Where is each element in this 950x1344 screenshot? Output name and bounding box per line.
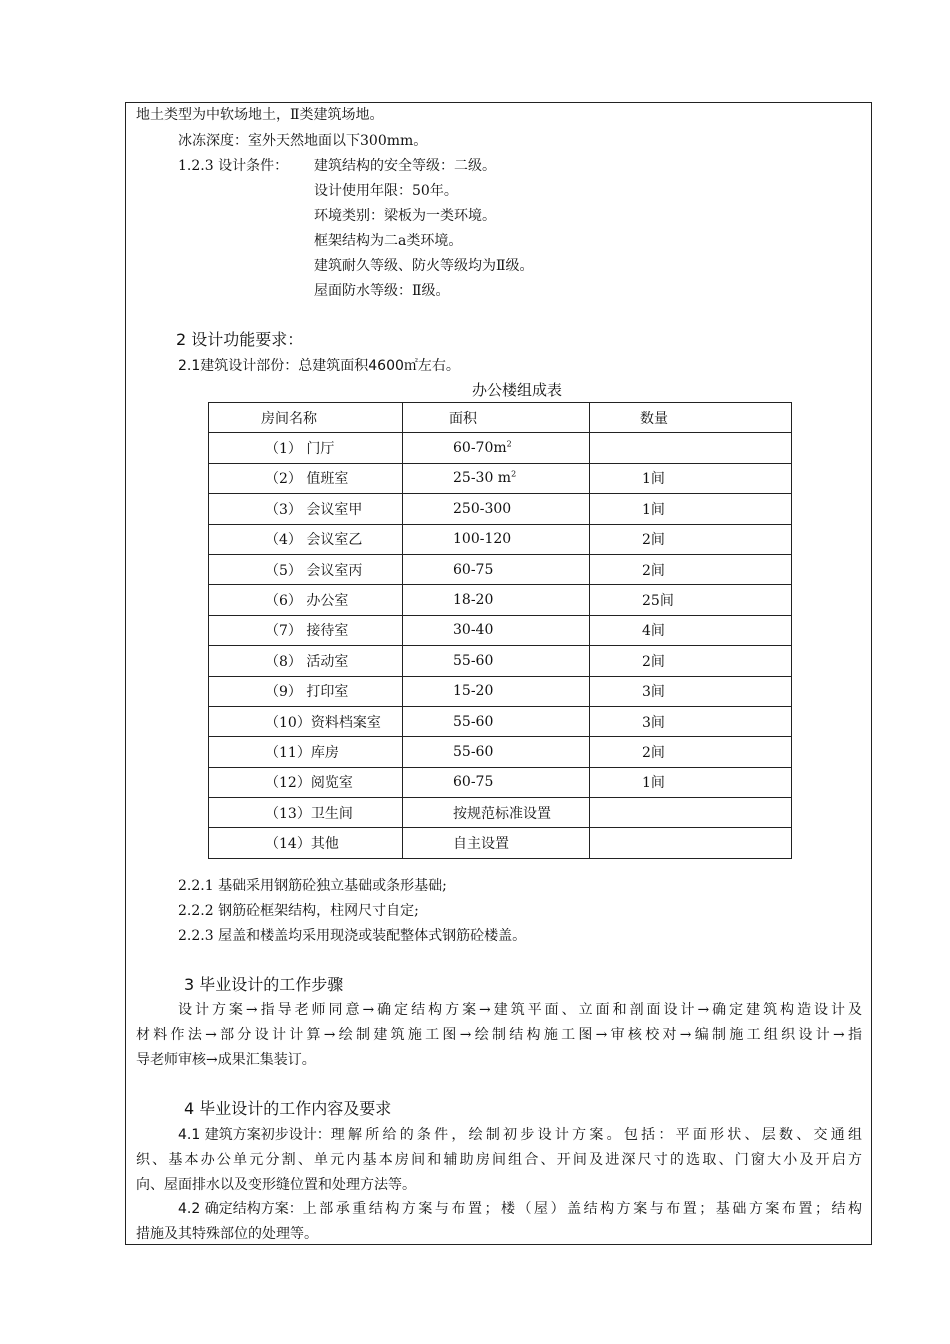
frost-depth-line: 冰冻深度：室外天然地面以下300mm。 [178,133,428,149]
table-row [209,798,792,828]
room-area: 55-60 [403,737,590,767]
room-area [403,433,590,463]
area-unit-exponent: 2 [511,469,517,479]
note-2-2-2: 2.2.2 钢筋砼框架结构，柱网尺寸自定; [178,903,419,919]
room-area: 55-60 [403,706,590,736]
section-3-line-3: 导老师审核→成果汇集装订。 [136,1052,316,1068]
design-condition-3: 环境类别：梁板为一类环境。 [314,208,496,224]
room-count: 2间 [590,646,792,676]
table-header-row [209,403,792,433]
room-count: 3间 [590,706,792,736]
section-4-1-line-3: 向、屋面排水以及变形缝位置和处理方法等。 [136,1177,416,1193]
design-condition-5: 建筑耐久等级、防火等级均为Ⅱ级。 [314,258,534,274]
design-condition-1: 建筑结构的安全等级：二级。 [314,158,496,174]
room-count: 1间 [590,767,792,797]
room-name: （9） 打印室 [209,676,403,706]
note-2-2-3: 2.2.3 屋盖和楼盖均采用现浇或装配整体式钢筋砼楼盖。 [178,928,527,944]
section-4-1-label: 4.1 建筑方案初步设计： [178,1127,331,1143]
room-area: 15-20 [403,676,590,706]
table-caption: 办公楼组成表 [472,381,563,399]
section-4-heading: 4 毕业设计的工作内容及要求 [184,1099,392,1118]
room-name: （11）库房 [209,737,403,767]
table-row [209,585,792,615]
section-4-1-line-2: 织、基本办公单元分割、单元内基本房间和辅助房间组合、开间及进深尺寸的选取、门窗大小及开启方 [136,1152,862,1168]
room-area: 250-300 [403,494,590,524]
area-value: 60-70m [453,440,507,457]
rooms-table [208,402,792,859]
room-name: （14）其他 [209,828,403,858]
table-row [209,706,792,736]
room-name: （2） 值班室 [209,463,403,493]
room-area: 18-20 [403,585,590,615]
room-name: （7） 接待室 [209,615,403,645]
room-name: （3） 会议室甲 [209,494,403,524]
table-row [209,463,792,493]
table-row [209,676,792,706]
section-3-line-1: 设计方案→指导老师同意→确定结构方案→建筑平面、立面和剖面设计→确定建筑构造设计及 [178,1002,862,1018]
section-4-1-text-1: 理解所给的条件，绘制初步设计方案。包括：平面形状、层数、交通组 [330,1127,862,1143]
room-count: 2间 [590,524,792,554]
section-4-2-label: 4.2 确定结构方案： [178,1201,303,1217]
design-conditions-label: 1.2.3 设计条件： [178,158,289,174]
note-2-2-1: 2.2.1 基础采用钢筋砼独立基础或条形基础; [178,878,447,894]
room-count: 1间 [590,463,792,493]
table-row [209,828,792,858]
table-row [209,494,792,524]
room-area: 100-120 [403,524,590,554]
table-row [209,615,792,645]
room-area: 自主设置 [403,828,590,858]
room-name: （10）资料档案室 [209,706,403,736]
table-row [209,433,792,463]
section-2-1-heading: 2.1建筑设计部份：总建筑面积4600㎡左右。 [178,358,460,374]
design-condition-2: 设计使用年限：50年。 [314,183,458,199]
table-row [209,737,792,767]
room-count [590,798,792,828]
room-area [403,463,590,493]
area-unit-exponent: 2 [506,439,512,449]
room-area: 30-40 [403,615,590,645]
column-header-name: 房间名称 [209,403,403,433]
section-3-heading: 3 毕业设计的工作步骤 [184,975,344,994]
room-name: （8） 活动室 [209,646,403,676]
column-header-count: 数量 [590,403,792,433]
section-4-2-line-1 [178,1200,862,1218]
room-name: （13）卫生间 [209,798,403,828]
table-row [209,767,792,797]
section-4-1-line-1 [178,1126,862,1144]
table-row [209,554,792,584]
room-name: （5） 会议室丙 [209,554,403,584]
room-count [590,433,792,463]
room-count [590,828,792,858]
room-name: （4） 会议室乙 [209,524,403,554]
room-area: 按规范标准设置 [403,798,590,828]
room-area: 60-75 [403,554,590,584]
site-type-line: 地土类型为中软场地土，Ⅱ类建筑场地。 [136,107,384,123]
design-condition-4: 框架结构为二a类环境。 [314,233,463,249]
design-condition-6: 屋面防水等级：Ⅱ级。 [314,283,450,299]
room-count: 2间 [590,554,792,584]
table-row [209,646,792,676]
room-area: 60-75 [403,767,590,797]
room-area: 55-60 [403,646,590,676]
room-count: 3间 [590,676,792,706]
section-4-2-text-1: 上部承重结构方案与布置；楼（屋）盖结构方案与布置；基础方案布置；结构 [302,1201,862,1217]
room-name: （6） 办公室 [209,585,403,615]
room-name: （12）阅览室 [209,767,403,797]
room-name: （1） 门厅 [209,433,403,463]
section-3-line-2: 材料作法→部分设计计算→绘制建筑施工图→绘制结构施工图→审核校对→编制施工组织设计→指 [136,1027,862,1043]
table-row [209,524,792,554]
area-value: 25-30 m [453,470,512,487]
section-4-2-line-2: 措施及其特殊部位的处理等。 [136,1226,318,1242]
section-2-heading: 2 设计功能要求： [176,330,304,349]
room-count: 2间 [590,737,792,767]
room-count: 25间 [590,585,792,615]
column-header-area: 面积 [403,403,590,433]
room-count: 4间 [590,615,792,645]
room-count: 1间 [590,494,792,524]
